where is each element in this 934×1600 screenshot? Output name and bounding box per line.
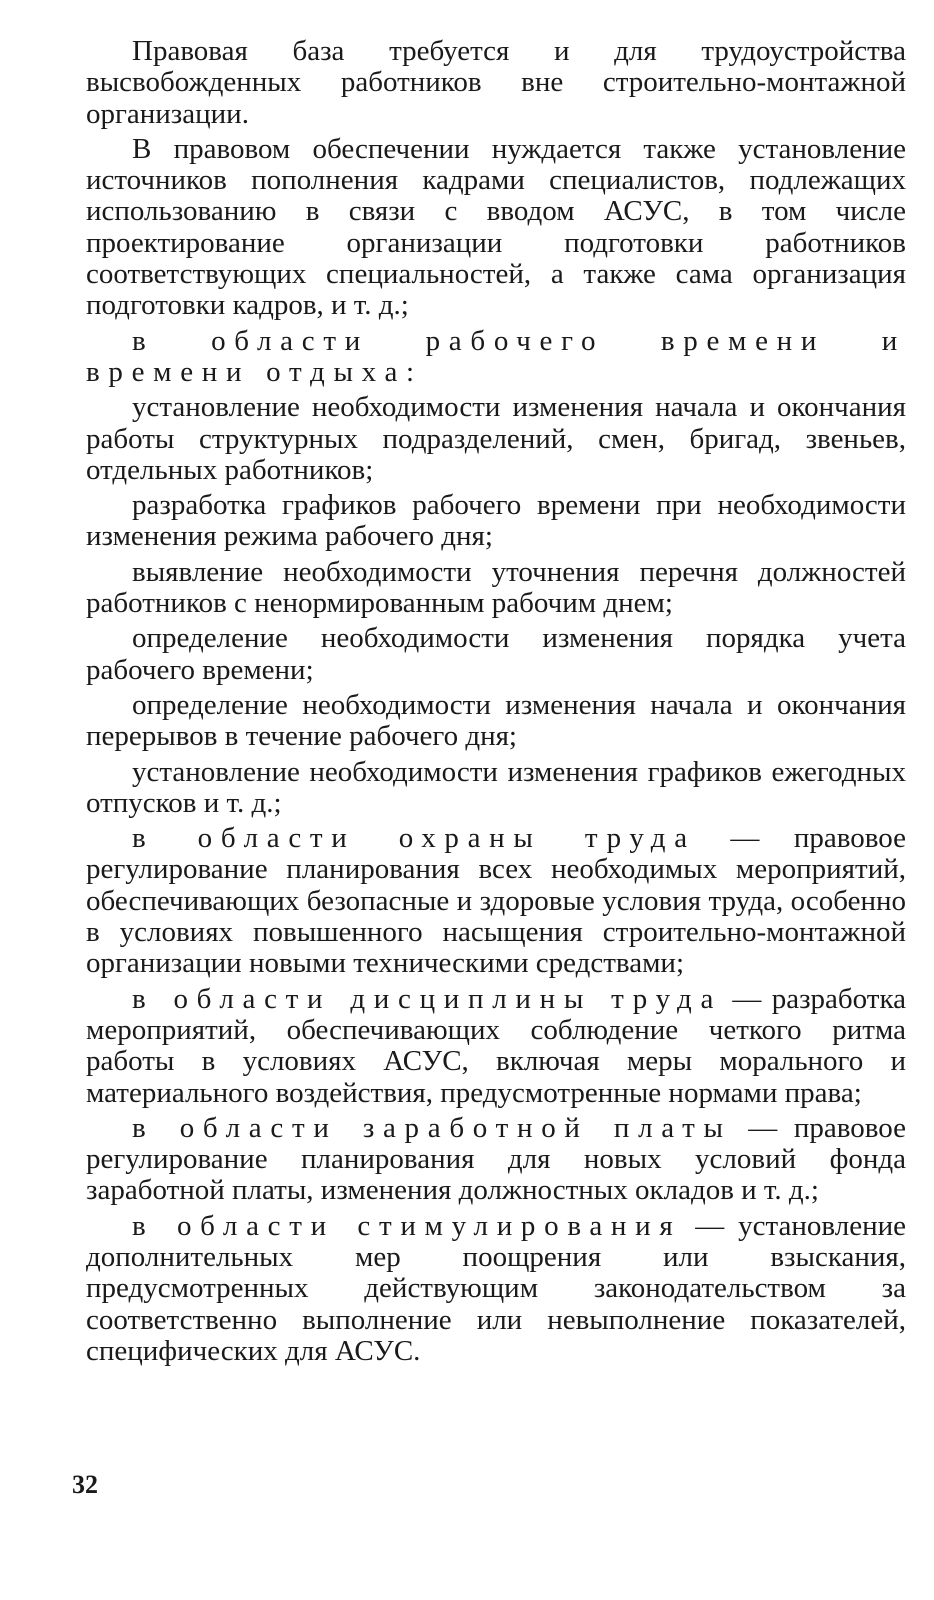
paragraph-lead: в области рабочего времени и времени отдыха: [86,324,906,388]
paragraph-text: определение необходимости изменения начала и окончания перерывов в течение рабочего дня; [86,688,906,753]
paragraph-text: разработка графиков рабочего времени при необходимости изменения режима рабочего дня; [86,489,906,553]
paragraph-text: выявление необходимости уточнения перечня должностей работников с ненормированным рабочим днем; [86,555,906,620]
paragraph-lead: в области заработной платы [132,1111,732,1144]
paragraph [86,1211,906,1367]
paragraph [86,823,906,979]
paragraph [86,623,906,686]
paragraph-lead: в области дисциплины труда [132,982,723,1015]
paragraph-text: Правовая база требуется и для трудоустройства высвобожденных работников вне строительно-монтажной организации. [86,35,906,130]
page-body [86,36,906,1371]
paragraph-lead: в области стимулирования [132,1209,682,1242]
paragraph [86,690,906,753]
paragraph [86,36,906,130]
page-number: 32 [72,1470,98,1499]
paragraph [86,1113,906,1207]
paragraph [86,490,906,553]
paragraph-text: — разработка мероприятий, обеспечивающих соблюдение четкого ритма работы в условиях АСУС, включая меры морального и материального воздействия, предусмотренные нормами права; [86,982,906,1109]
paragraph-text: В правовом обеспечении нуждается также установление источников пополнения кадрами специалистов, подлежащих использованию в связи с вводом АСУС, в том числе проектирование организации подготовки работников соответствующих специальностей, а также сама организация подготовки кадров, и т. д.; [86,132,906,322]
paragraph [86,984,906,1109]
paragraph [86,557,906,620]
paragraph [86,757,906,820]
paragraph-text: установление необходимости изменения начала и окончания работы структурных подразделений, смен, бригад, звеньев, отдельных работников; [86,391,906,486]
paragraph-text: определение необходимости изменения порядка учета рабочего времени; [86,622,906,686]
paragraph [86,326,906,389]
paragraph-text: установление необходимости изменения графиков ежегодных отпусков и т. д.; [86,755,906,819]
paragraph-lead: в области охраны труда [132,822,696,855]
paragraph-text: — правовое регулирование планирования всех необходимых мероприятий, обеспечивающих безопасные и здоровые условия труда, особенно в условиях повышенного насыщения строительно-монтажной организации новыми техническими средствами; [86,822,907,980]
paragraph-text: — правовое регулирование планирования для новых условий фонда заработной платы, изменения должностных окладов и т. д.; [86,1111,906,1207]
paragraph [86,392,906,486]
paragraph [86,134,906,322]
paragraph-text: — установление дополнительных мер поощрения или взыскания, предусмотренных действующим законодательством за соответственно выполнение или невыполнение показателей, специфических для АСУС. [86,1209,906,1367]
